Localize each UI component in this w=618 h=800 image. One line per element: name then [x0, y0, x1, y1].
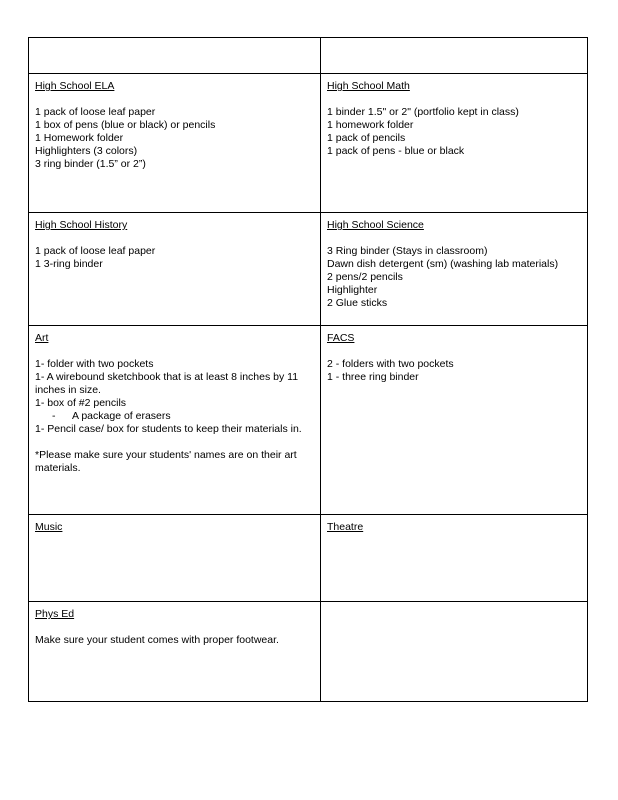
list-item: Highlighters (3 colors): [35, 145, 138, 157]
music-heading: Music: [35, 521, 63, 533]
supply-list-table: [28, 37, 588, 702]
list-item: 2 Glue sticks: [327, 297, 388, 309]
art-cell: [29, 326, 321, 515]
theatre-heading: Theatre: [327, 521, 364, 533]
list-item: 1 pack of pencils: [327, 132, 406, 144]
science-heading: High School Science: [327, 219, 424, 231]
history-cell: [29, 213, 321, 326]
art-note: *Please make sure your students' names are on their art materials.: [35, 449, 300, 474]
ela-heading: High School ELA: [35, 80, 115, 92]
science-cell: [321, 213, 588, 326]
table-row: [29, 38, 588, 74]
list-item: 3 Ring binder (Stays in classroom): [327, 245, 488, 257]
music-cell: [29, 515, 321, 602]
table-row: [29, 602, 588, 702]
list-item: Highlighter: [327, 284, 378, 296]
list-item: 1 Homework folder: [35, 132, 124, 144]
ela-cell: [29, 74, 321, 213]
empty-cell: [29, 38, 321, 74]
list-subitem: [35, 410, 315, 423]
list-item: 2 - folders with two pockets: [327, 358, 454, 370]
list-item: 1 pack of pens - blue or black: [327, 145, 465, 157]
table-row: [29, 213, 588, 326]
list-item: 1 - three ring binder: [327, 371, 419, 383]
table-row: [29, 74, 588, 213]
list-item: 1 3-ring binder: [35, 258, 103, 270]
list-item: 3 ring binder (1.5” or 2”): [35, 158, 146, 170]
list-item: 1- folder with two pockets: [35, 358, 154, 370]
list-item: 1- box of #2 pencils: [35, 397, 127, 409]
subitem-text: A package of erasers: [72, 410, 171, 422]
list-item: 1 pack of loose leaf paper: [35, 245, 156, 257]
dash-bullet: -: [52, 410, 56, 422]
table-row: [29, 515, 588, 602]
art-heading: Art: [35, 332, 49, 344]
physed-heading: Phys Ed: [35, 608, 75, 620]
empty-cell: [321, 38, 588, 74]
physed-cell: [29, 602, 321, 702]
list-item: 1- A wirebound sketchbook that is at least 8 inches by 11 inches in size.: [35, 371, 301, 396]
facs-cell: [321, 326, 588, 515]
facs-heading: FACS: [327, 332, 355, 344]
list-item: 1 homework folder: [327, 119, 414, 131]
list-item: 1 pack of loose leaf paper: [35, 106, 156, 118]
list-item: 1 binder 1.5" or 2" (portfolio kept in class): [327, 106, 519, 118]
theatre-cell: [321, 515, 588, 602]
list-item: 1- Pencil case/ box for students to keep their materials in.: [35, 423, 302, 435]
table-row: [29, 326, 588, 515]
history-heading: High School History: [35, 219, 128, 231]
empty-cell: [321, 602, 588, 702]
list-item: Dawn dish detergent (sm) (washing lab materials): [327, 258, 559, 270]
math-heading: High School Math: [327, 80, 410, 92]
physed-text: Make sure your student comes with proper footwear.: [35, 634, 279, 646]
spacer: [35, 436, 315, 449]
list-item: 1 box of pens (blue or black) or pencils: [35, 119, 216, 131]
list-item: 2 pens/2 pencils: [327, 271, 403, 283]
math-cell: [321, 74, 588, 213]
